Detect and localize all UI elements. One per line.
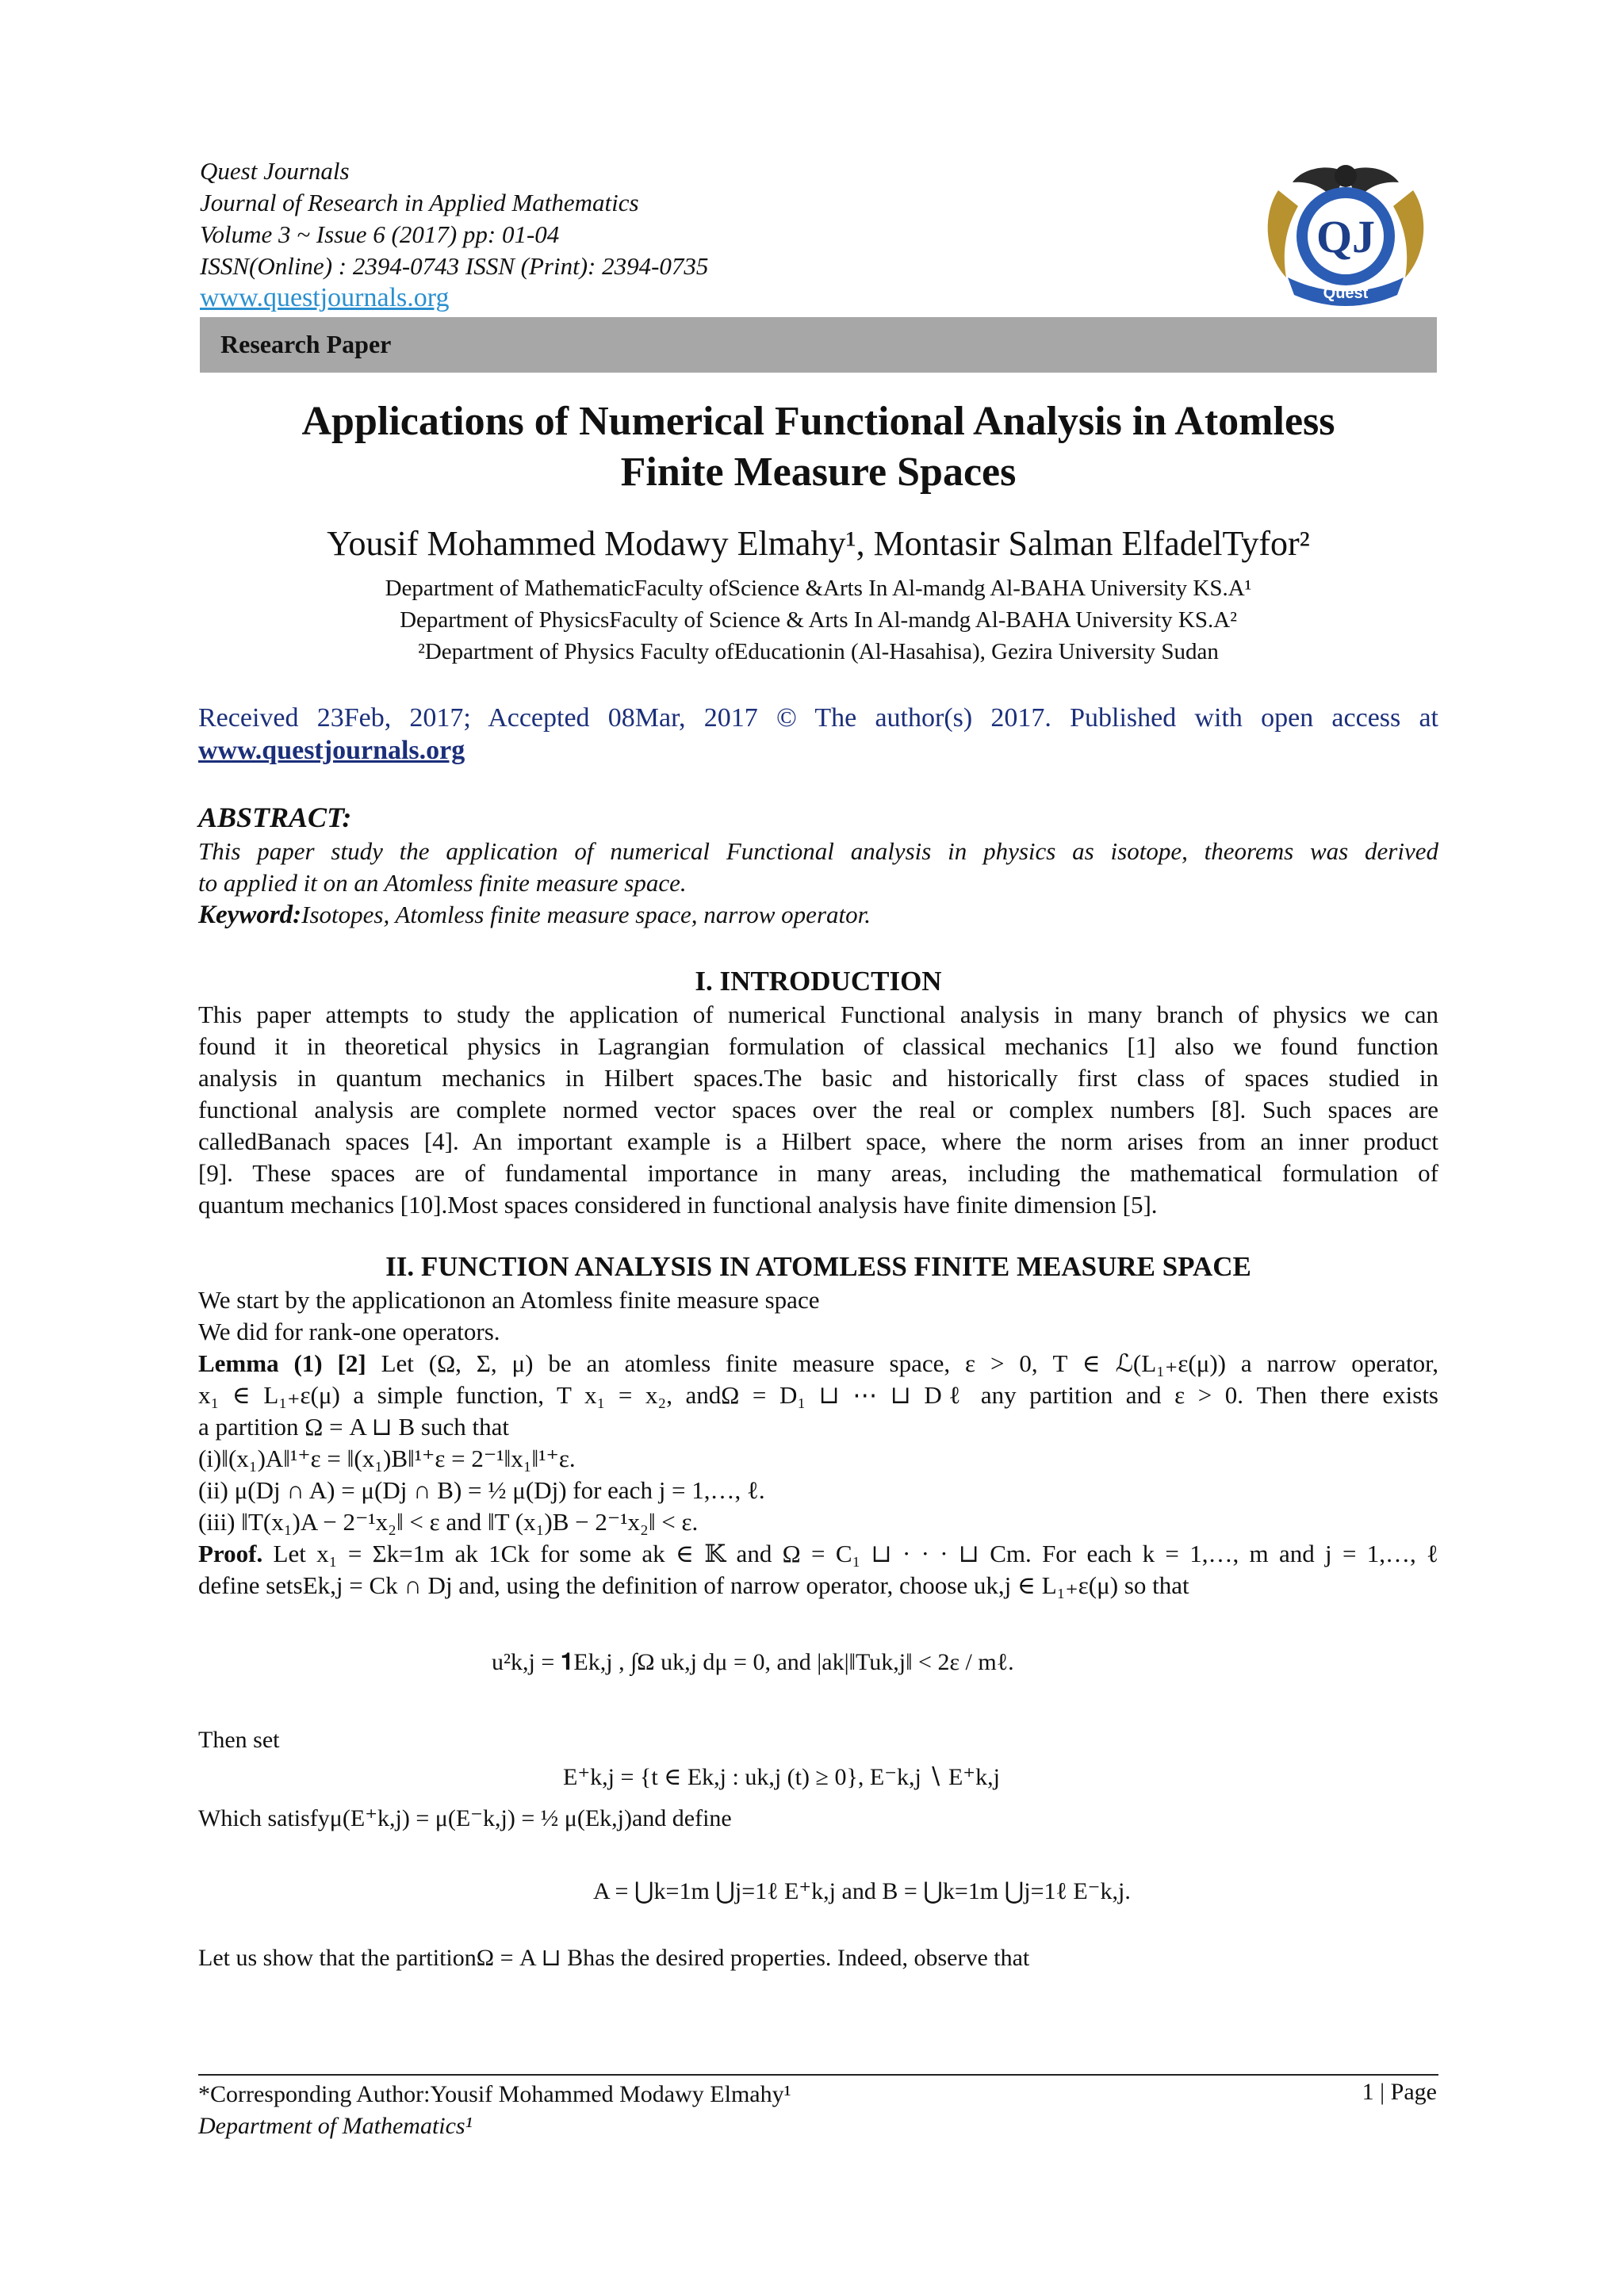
page-number: 1 | Page — [1362, 2079, 1437, 2105]
keyword-text: Isotopes, Atomless finite measure space, narrow operator. — [301, 901, 871, 928]
affiliation-1: Department of MathematicFaculty ofScience &Arts In Al-mandg Al-BAHA University KS.A¹ — [385, 576, 1252, 601]
keyword-label: Keyword: — [198, 901, 302, 929]
closing-line: Let us show that the partitionΩ = A ⊔ Bhas the desired properties. Indeed, observe that — [198, 1945, 1030, 1971]
received-url-link[interactable]: www.questjournals.org — [198, 736, 465, 765]
affiliation-3: ²Department of Physics Faculty ofEducationin (Al-Hasahisa), Gezira University Sudan — [418, 639, 1219, 664]
which-satisfy-text: Which satisfyμ(E⁺k,j) = μ(E⁻k,j) = ½ μ(Ek,j)and define — [198, 1805, 732, 1831]
proof-label: Proof. — [198, 1540, 263, 1567]
lemma-item-iii: (iii) ‖T(x₁)A − 2⁻¹x₂‖ < ε and ‖T (x₁)B − 2⁻¹x₂‖ < ε. — [198, 1508, 699, 1536]
equation-1: u²k,j = 𝟏Ek,j , ∫Ω uk,j dμ = 0, and |ak|‖Tuk,j‖ < 2ε / mℓ. — [492, 1649, 1014, 1675]
intro-line: analysis in quantum mechanics in Hilbert spaces.The basic and historically first class of spaces studied in — [198, 1064, 1438, 1092]
intro-heading: I. INTRODUCTION — [695, 966, 942, 997]
title-line-2: Finite Measure Spaces — [620, 450, 1017, 495]
intro-body — [198, 999, 1438, 1221]
journal-name: Journal of Research in Applied Mathematics — [200, 189, 639, 216]
intro-line: [9]. These spaces are of fundamental importance in many areas, including the mathematical formulation of — [198, 1159, 1438, 1187]
abstract-line-2: to applied it on an Atomless finite measure space. — [198, 869, 687, 897]
intro-line: calledBanach spaces [4]. An important example is a Hilbert space, where the norm arises from an inner product — [198, 1127, 1438, 1155]
corresponding-author: *Corresponding Author:Yousif Mohammed Modawy Elmahy¹ — [198, 2081, 791, 2107]
section2-heading: II. FUNCTION ANALYSIS IN ATOMLESS FINITE MEASURE SPACE — [385, 1251, 1251, 1282]
abstract-line-1: This paper study the application of numerical Functional analysis in physics as isotope, theorems was derived — [198, 837, 1438, 865]
journal-header — [200, 155, 708, 314]
journal-url-link[interactable]: www.questjournals.org — [200, 283, 450, 312]
lemma-item-ii: (ii) μ(Dj ∩ A) = μ(Dj ∩ B) = ½ μ(Dj) for each j = 1,…, ℓ. — [198, 1476, 765, 1504]
banner-label: Research Paper — [220, 330, 392, 358]
received-line: Received 23Feb, 2017; Accepted 08Mar, 2017 © The author(s) 2017. Published with open access at — [198, 703, 1438, 733]
keywords — [198, 901, 871, 930]
proof-line-2: define setsEk,j = Ck ∩ Dj and, using the definition of narrow operator, choose uk,j ∈ L₁₊ε(μ) so that — [198, 1571, 1189, 1599]
quest-journals-logo — [1254, 159, 1437, 311]
journal-volume: Volume 3 ~ Issue 6 (2017) pp: 01-04 — [200, 220, 560, 248]
paper-title — [200, 396, 1437, 498]
intro-line: found it in theoretical physics in Lagrangian formulation of classical mechanics [1] also we found function — [198, 1032, 1438, 1060]
research-paper-banner — [200, 317, 1437, 373]
section2-line: We did for rank-one operators. — [198, 1318, 500, 1345]
footer-department: Department of Mathematics¹ — [198, 2113, 473, 2139]
proof-line-1: Let x₁ = Σk=1m ak 1Ck for some ak ∈ 𝕂 and Ω = C₁ ⊔ · · · ⊔ Cm. For each k = 1,…, m and j = 1,…, ℓ — [273, 1540, 1438, 1567]
then-set-text: Then set — [198, 1727, 280, 1753]
lemma-line-3: a partition Ω = A ⊔ B such that — [198, 1413, 509, 1441]
footer-divider — [198, 2074, 1438, 2076]
lemma-item-i: (i)‖(x₁)A‖¹⁺ε = ‖(x₁)B‖¹⁺ε = 2⁻¹‖x₁‖¹⁺ε. — [198, 1445, 576, 1472]
lemma-label: Lemma (1) [2] — [198, 1349, 366, 1377]
journal-issn: ISSN(Online) : 2394-0743 ISSN (Print): 2394-0735 — [200, 252, 709, 280]
section2-body — [198, 1284, 1438, 1601]
lemma-line-2: x₁ ∈ L₁₊ε(μ) a simple function, T x₁ = x₂, andΩ = D₁ ⊔ ⋯ ⊔ Dℓ any partition and ε > 0. Then there exists — [198, 1381, 1438, 1409]
journal-publisher: Quest Journals — [200, 157, 350, 185]
abstract-text — [198, 836, 1438, 899]
title-line-1: Applications of Numerical Functional Analysis in Atomless — [301, 399, 1335, 444]
lemma-line-1: Let (Ω, Σ, μ) be an atomless finite measure space, ε > 0, T ∈ ℒ(L₁₊ε(μ)) a narrow operator, — [381, 1349, 1438, 1377]
intro-line: This paper attempts to study the application of numerical Functional analysis in many branch of physics we can — [198, 1001, 1438, 1028]
section2-line: We start by the applicationon an Atomless finite measure space — [198, 1286, 820, 1314]
authors: Yousif Mohammed Modawy Elmahy¹, Montasir Salman ElfadelTyfor² — [327, 524, 1310, 563]
footer-left — [198, 2079, 791, 2142]
logo-text: Quest — [1323, 285, 1369, 302]
abstract-heading: ABSTRACT: — [198, 802, 352, 833]
intro-line: functional analysis are complete normed vector spaces over the real or complex numbers [8]. Such spaces are — [198, 1096, 1438, 1123]
logo-letters: QJ — [1316, 211, 1376, 262]
affiliation-2: Department of PhysicsFaculty of Science & Arts In Al-mandg Al-BAHA University KS.A² — [400, 607, 1237, 633]
intro-line: quantum mechanics [10].Most spaces considered in functional analysis have finite dimension [5]. — [198, 1191, 1158, 1219]
equation-3: A = ⋃k=1m ⋃j=1ℓ E⁺k,j and B = ⋃k=1m ⋃j=1ℓ E⁻k,j. — [593, 1878, 1131, 1904]
equation-2: E⁺k,j = {t ∈ Ek,j : uk,j (t) ≥ 0}, E⁻k,j ∖ E⁺k,j — [563, 1764, 1000, 1790]
